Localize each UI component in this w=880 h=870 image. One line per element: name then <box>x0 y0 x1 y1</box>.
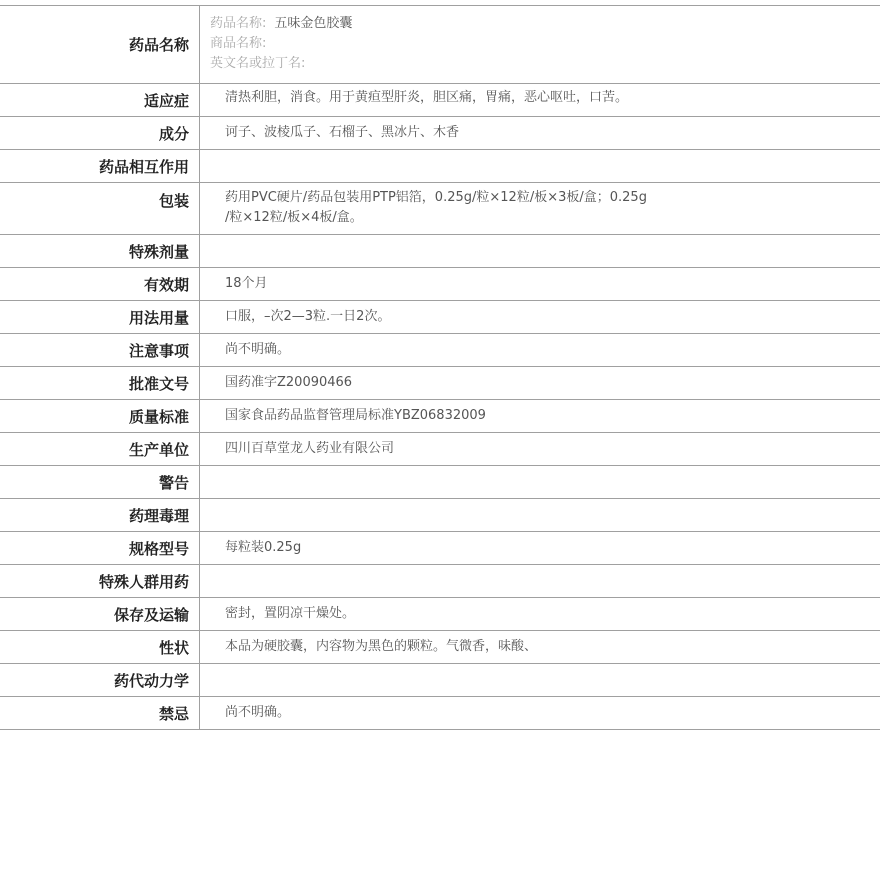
row-approval-number <box>0 367 880 400</box>
row-value-pharmacokinetics <box>200 664 880 696</box>
row-interactions <box>0 150 880 183</box>
generic-name-value: 五味金色胶囊 <box>274 16 353 31</box>
row-label-precautions: 注意事项 <box>0 334 200 366</box>
row-label-special-dosage: 特殊剂量 <box>0 235 200 267</box>
row-value-approval-number: 国药准字Z20090466 <box>225 375 353 390</box>
drug-name-block <box>200 6 880 83</box>
row-value-dosage: 口服，–次2—3粒.一日2次。 <box>225 309 391 324</box>
drug-info-table <box>0 5 880 730</box>
row-value-shelf-life: 18个月 <box>225 276 268 291</box>
row-value-pharmacology <box>200 499 880 531</box>
row-label-packaging: 包装 <box>0 183 200 234</box>
row-quality-standard <box>0 400 880 433</box>
row-manufacturer <box>0 433 880 466</box>
generic-name-line <box>210 14 880 34</box>
row-packaging <box>0 183 880 235</box>
packaging-line-1: 药用PVC硬片/药品包装用PTP铝箔，0.25g/粒×12粒/板×3板/盒；0.25g <box>225 190 647 205</box>
row-label-approval-number: 批准文号 <box>0 367 200 399</box>
row-value-indications: 清热利胆，消食。用于黄疸型肝炎，胆区痛，胃痛，恶心呕吐，口苦。 <box>225 90 629 105</box>
row-pharmacokinetics <box>0 664 880 697</box>
row-label-special-populations: 特殊人群用药 <box>0 565 200 597</box>
row-indications <box>0 84 880 117</box>
row-label-contraindications: 禁忌 <box>0 697 200 729</box>
row-description <box>0 631 880 664</box>
row-label-description: 性状 <box>0 631 200 663</box>
row-special-dosage <box>0 235 880 268</box>
row-value-precautions: 尚不明确。 <box>225 342 291 357</box>
row-label-storage: 保存及运输 <box>0 598 200 630</box>
row-value-contraindications: 尚不明确。 <box>225 705 291 720</box>
row-contraindications <box>0 697 880 730</box>
row-value-manufacturer: 四川百草堂龙人药业有限公司 <box>225 441 395 456</box>
row-label-specification: 规格型号 <box>0 532 200 564</box>
row-label-dosage: 用法用量 <box>0 301 200 333</box>
row-ingredients <box>0 117 880 150</box>
trade-name-key: 商品名称: <box>210 36 267 51</box>
row-value-specification: 每粒装0.25g <box>225 540 302 555</box>
row-precautions <box>0 334 880 367</box>
row-storage <box>0 598 880 631</box>
row-value-special-dosage <box>200 235 880 267</box>
row-dosage <box>0 301 880 334</box>
english-name-key: 英文名或拉丁名: <box>210 56 306 71</box>
row-label-quality-standard: 质量标准 <box>0 400 200 432</box>
row-label-interactions: 药品相互作用 <box>0 150 200 182</box>
row-value-quality-standard: 国家食品药品监督管理局标准YBZ06832009 <box>225 408 486 423</box>
row-value-special-populations <box>200 565 880 597</box>
row-label-ingredients: 成分 <box>0 117 200 149</box>
row-value-ingredients: 诃子、波棱瓜子、石榴子、黑冰片、木香 <box>225 125 460 140</box>
trade-name-line <box>210 34 880 54</box>
row-value-warning <box>200 466 880 498</box>
row-specification <box>0 532 880 565</box>
row-label-pharmacology: 药理毒理 <box>0 499 200 531</box>
row-drug-name <box>0 6 880 84</box>
generic-name-key: 药品名称: <box>210 16 267 31</box>
row-value-interactions <box>200 150 880 182</box>
row-label-drug-name: 药品名称 <box>0 6 200 83</box>
english-name-line <box>210 54 880 74</box>
row-label-warning: 警告 <box>0 466 200 498</box>
row-value-storage: 密封，置阴凉干燥处。 <box>225 606 356 621</box>
row-pharmacology <box>0 499 880 532</box>
row-warning <box>0 466 880 499</box>
row-shelf-life <box>0 268 880 301</box>
row-label-shelf-life: 有效期 <box>0 268 200 300</box>
row-special-populations <box>0 565 880 598</box>
row-label-manufacturer: 生产单位 <box>0 433 200 465</box>
row-label-indications: 适应症 <box>0 84 200 116</box>
row-value-description: 本品为硬胶囊，内容物为黑色的颗粒。气微香，味酸、 <box>225 639 538 654</box>
row-value-packaging <box>200 183 880 234</box>
row-label-pharmacokinetics: 药代动力学 <box>0 664 200 696</box>
packaging-line-2: /粒×12粒/板×4板/盒。 <box>225 210 363 225</box>
